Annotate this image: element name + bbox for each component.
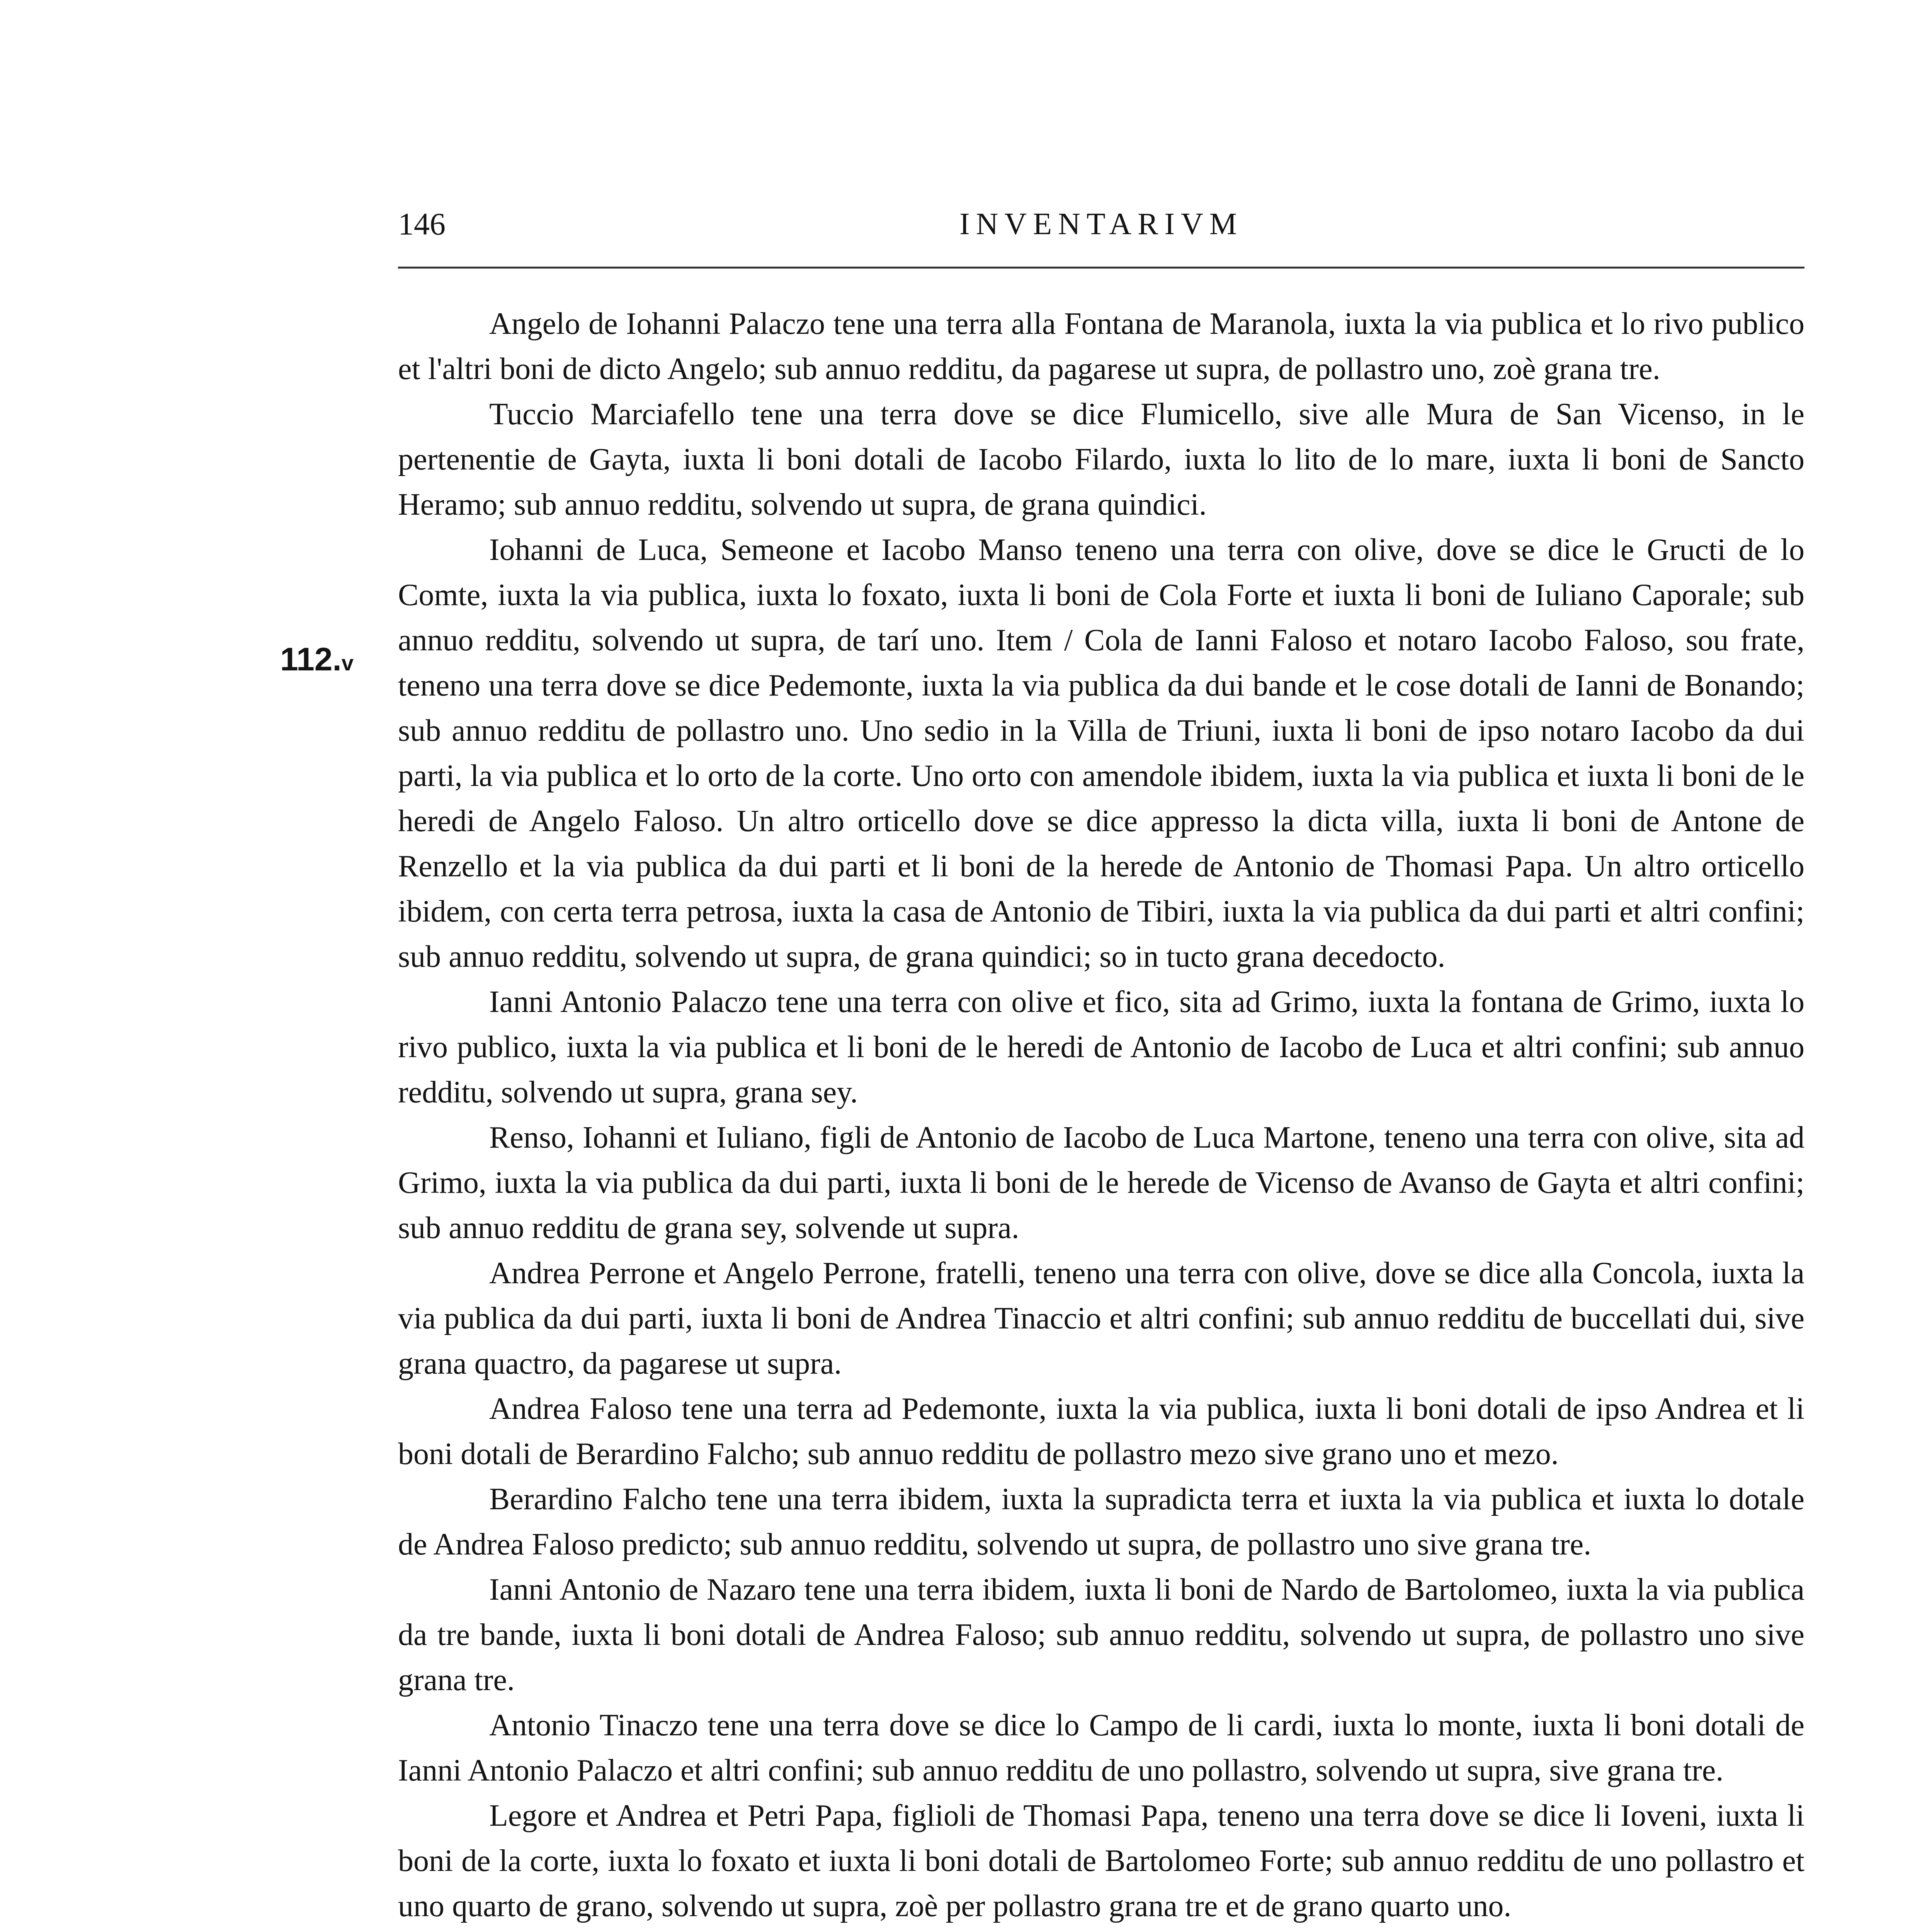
entry-paragraph: Iohanni de Luca, Semeone et Iacobo Manso teneno una terra con olive, dove se dice le Gructi de lo Comte, iuxta la via publica, iuxta lo foxato, iuxta li boni de Cola Forte et iuxta li boni de Iuliano Caporale; sub annuo redditu, solvendo ut supra, de tarí uno. Item / Cola de Ianni Faloso et notaro Iacobo Faloso, sou frate, teneno una terra dove se dice Pedemonte, iuxta la via publica da dui bande et le cose dotali de Ianni de Bonando; sub annuo redditu de pollastro uno. Uno sedio in la Villa de Triuni, iuxta li boni de ipso notaro Iacobo da dui parti, la via publica et lo orto de la corte. Uno orto con amendole ibidem, iuxta la via publica et iuxta li boni de le heredi de Angelo Faloso. Un altro orticello dove se dice appresso la dicta villa, iuxta li boni de Antone de Renzello et la via publica da dui parti et li boni de la herede de Antonio de Thomasi Papa. Un altro orticello ibidem, con certa terra petrosa, iuxta la casa de Antonio de Tibiri, iuxta la via publica da dui parti et altri confini; sub annuo redditu, solvendo ut supra, de grana quindici; so in tucto grana decedocto.	[398, 533, 1804, 974]
folio-note-112v	[280, 637, 354, 685]
entry-paragraph: Renso, Iohanni et Iuliano, figli de Antonio de Iacobo de Luca Martone, teneno una terra con olive, sita ad Grimo, iuxta la via publica da dui parti, iuxta li boni de le herede de Vicenso de Avanso de Gayta et altri confini; sub annuo redditu de grana sey, solvende ut supra.	[398, 1121, 1804, 1245]
entry-paragraph: Ianni Antonio de Nazaro tene una terra ibidem, iuxta li boni de Nardo de Bartolomeo, iuxta la via publica da tre bande, iuxta li boni dotali de Andrea Faloso; sub annuo redditu, solvendo ut supra, de pollastro uno sive grana tre.	[398, 1573, 1804, 1697]
entry-paragraph: Tuccio Marciafello tene una terra dove se dice Flumicello, sive alle Mura de San Vicenso, in le pertenentie de Gayta, iuxta li boni dotali de Iacobo Filardo, iuxta lo lito de lo mare, iuxta li boni de Sancto Heramo; sub annuo redditu, solvendo ut supra, de grana quindici.	[398, 397, 1804, 522]
entry-paragraph: Ianni Antonio Palaczo tene una terra con olive et fico, sita ad Grimo, iuxta la fontana de Grimo, iuxta lo rivo publico, iuxta la via publica et li boni de le heredi de Antonio de Iacobo de Luca et altri confini; sub annuo redditu, solvendo ut supra, grana sey.	[398, 985, 1804, 1109]
entry-paragraph: Andrea Perrone et Angelo Perrone, fratelli, teneno una terra con olive, dove se dice alla Concola, iuxta la via publica da dui parti, iuxta li boni de Andrea Tinaccio et altri confini; sub annuo redditu de buccellati dui, sive grana quactro, da pagarese ut supra.	[398, 1256, 1804, 1381]
entry-paragraph: Antonio Tinaczo tene una terra dove se dice lo Campo de li cardi, iuxta lo monte, iuxta li boni dotali de Ianni Antonio Palaczo et altri confini; sub annuo redditu de uno pollastro, solvendo ut supra, sive grana tre.	[398, 1708, 1804, 1787]
running-title: INVENTARIVM	[959, 207, 1243, 241]
entry-paragraph	[398, 1929, 1804, 1932]
entry-paragraph: Legore et Andrea et Petri Papa, figlioli de Thomasi Papa, teneno una terra dove se dice li Ioveni, iuxta li boni de la corte, iuxta lo foxato et iuxta li boni dotali de Bartolomeo Forte; sub annuo redditu de uno pollastro et uno quarto de grano, solvendo ut supra, zoè per pollastro grana tre et de grano quarto uno.	[398, 1799, 1804, 1923]
folio-side: v	[341, 651, 354, 675]
inventory-text	[398, 301, 1804, 1932]
header-rule	[398, 267, 1804, 269]
entry-paragraph: Angelo de Iohanni Palaczo tene una terra alla Fontana de Maranola, iuxta la via publica et lo rivo publico et l'altri boni de dicto Angelo; sub annuo redditu, da pagarese ut supra, de pollastro uno, zoè grana tre.	[398, 307, 1804, 386]
folio-number: 112.	[280, 641, 342, 677]
page-number: 146	[398, 206, 446, 242]
entry-paragraph: Berardino Falcho tene una terra ibidem, iuxta la supradicta terra et iuxta la via publica et iuxta lo dotale de Andrea Faloso predicto; sub annuo redditu, solvendo ut supra, de pollastro uno sive grana tre.	[398, 1482, 1804, 1561]
entry-paragraph: Andrea Faloso tene una terra ad Pedemonte, iuxta la via publica, iuxta li boni dotali de ipso Andrea et li boni dotali de Berardino Falcho; sub annuo redditu de pollastro mezo sive grano uno et mezo.	[398, 1392, 1804, 1471]
